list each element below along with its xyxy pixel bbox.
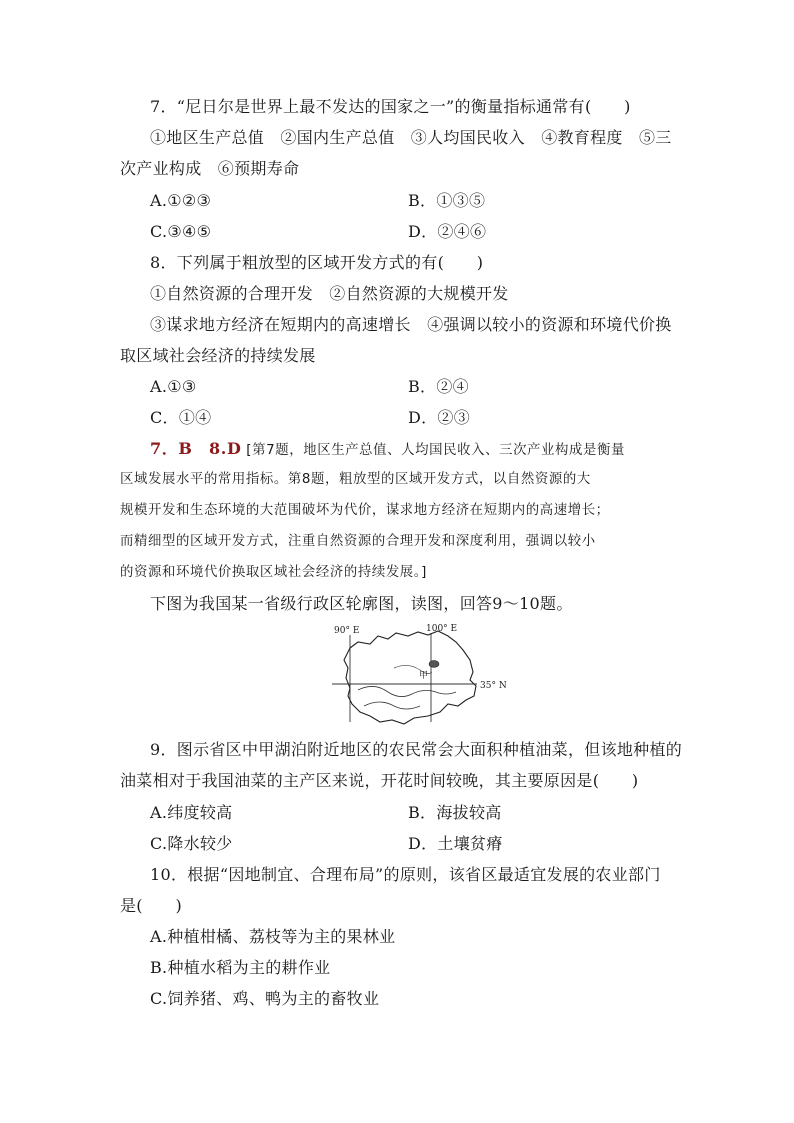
answer-line-5: 的资源和环境代价换取区域社会经济的持续发展。] xyxy=(120,565,427,580)
q9-stem-line-1: 9．图示省区中甲湖泊附近地区的农民常会大面积种植油菜，但该地种植的 xyxy=(150,740,683,759)
q7-choice-b: B．①③⑤ xyxy=(408,191,486,210)
q8-stem: 8．下列属于粗放型的区域开发方式的有( ) xyxy=(150,253,484,272)
q8-option-line-2: ③谋求地方经济在短期内的高速增长 ④强调以较小的资源和环境代价换 xyxy=(150,315,672,334)
q9-choice-a: A.纬度较高 xyxy=(150,803,233,822)
answer-text-1: [第7题，地区生产总值、人均国民收入、三次产业构成是衡量 xyxy=(246,443,625,458)
q10-choice-b: B.种植水稻为主的耕作业 xyxy=(150,958,331,977)
q7-choice-a: A.①②③ xyxy=(150,191,212,210)
q9-choice-d: D．土壤贫瘠 xyxy=(408,834,503,853)
q7-options-line-2: 次产业构成 ⑥预期寿命 xyxy=(120,159,300,178)
river-1 xyxy=(358,686,456,696)
q7-row-1 xyxy=(150,190,486,212)
answer-line-4: 而精细型的区域开发方式，注重自然资源的合理开发和深度利用，强调以较小 xyxy=(120,534,596,549)
lon-90-label: 90° E xyxy=(334,626,360,636)
q8-choice-c: C．①④ xyxy=(150,408,212,427)
q9-row-2 xyxy=(150,833,503,855)
q8-option-line-3: 取区域社会经济的持续发展 xyxy=(120,346,316,365)
answer-line-2: 区域发展水平的常用指标。第8题，粗放型的区域开发方式，以自然资源的大 xyxy=(120,472,591,487)
lake-jia-label: 甲 xyxy=(419,671,429,681)
river-2 xyxy=(364,702,420,709)
q7-stem: 7．“尼日尔是世界上最不发达的国家之一”的衡量指标通常有( ) xyxy=(150,97,631,116)
answer-key: 7．B 8.D xyxy=(150,439,242,458)
q7-choice-d: D．②④⑥ xyxy=(408,222,487,241)
q7-choice-c: C.③④⑤ xyxy=(150,222,212,241)
lat-35-label: 35° N xyxy=(480,681,507,691)
province-outline-map xyxy=(330,620,520,728)
q8-choice-a: A.①③ xyxy=(150,377,197,396)
q8-row-1 xyxy=(150,376,469,398)
q9-row-1 xyxy=(150,802,502,824)
q8-choice-d: D．②③ xyxy=(408,408,471,427)
q10-choice-a: A.种植柑橘、荔枝等为主的果林业 xyxy=(150,927,396,946)
q9-choice-c: C.降水较少 xyxy=(150,834,233,853)
province-boundary xyxy=(344,631,476,724)
q9-choice-b: B．海拔较高 xyxy=(408,803,502,822)
q9-stem-line-2: 油菜相对于我国油菜的主产区来说，开花时间较晚，其主要原因是( ) xyxy=(120,771,639,790)
lake-jia xyxy=(429,661,439,668)
q10-choice-c: C.饲养猪、鸡、鸭为主的畜牧业 xyxy=(150,989,380,1008)
answer-line-1 xyxy=(150,438,625,462)
answer-line-3: 规模开发和生态环境的大范围破坏为代价，谋求地方经济在短期内的高速增长； xyxy=(120,503,610,518)
q7-row-2 xyxy=(150,221,487,243)
q8-choice-b: B．②④ xyxy=(408,377,469,396)
q8-row-2 xyxy=(150,407,471,429)
map-intro: 下图为我国某一省级行政区轮廓图，读图，回答9～10题。 xyxy=(150,594,573,613)
q10-stem-line-2: 是( ) xyxy=(120,896,182,915)
lon-100-label: 100° E xyxy=(426,624,458,634)
q7-options-line-1: ①地区生产总值 ②国内生产总值 ③人均国民收入 ④教育程度 ⑤三 xyxy=(150,128,672,147)
q10-stem-line-1: 10．根据“因地制宜、合理布局”的原则，该省区最适宜发展的农业部门 xyxy=(150,865,661,884)
q8-option-line-1: ①自然资源的合理开发 ②自然资源的大规模开发 xyxy=(150,284,509,303)
